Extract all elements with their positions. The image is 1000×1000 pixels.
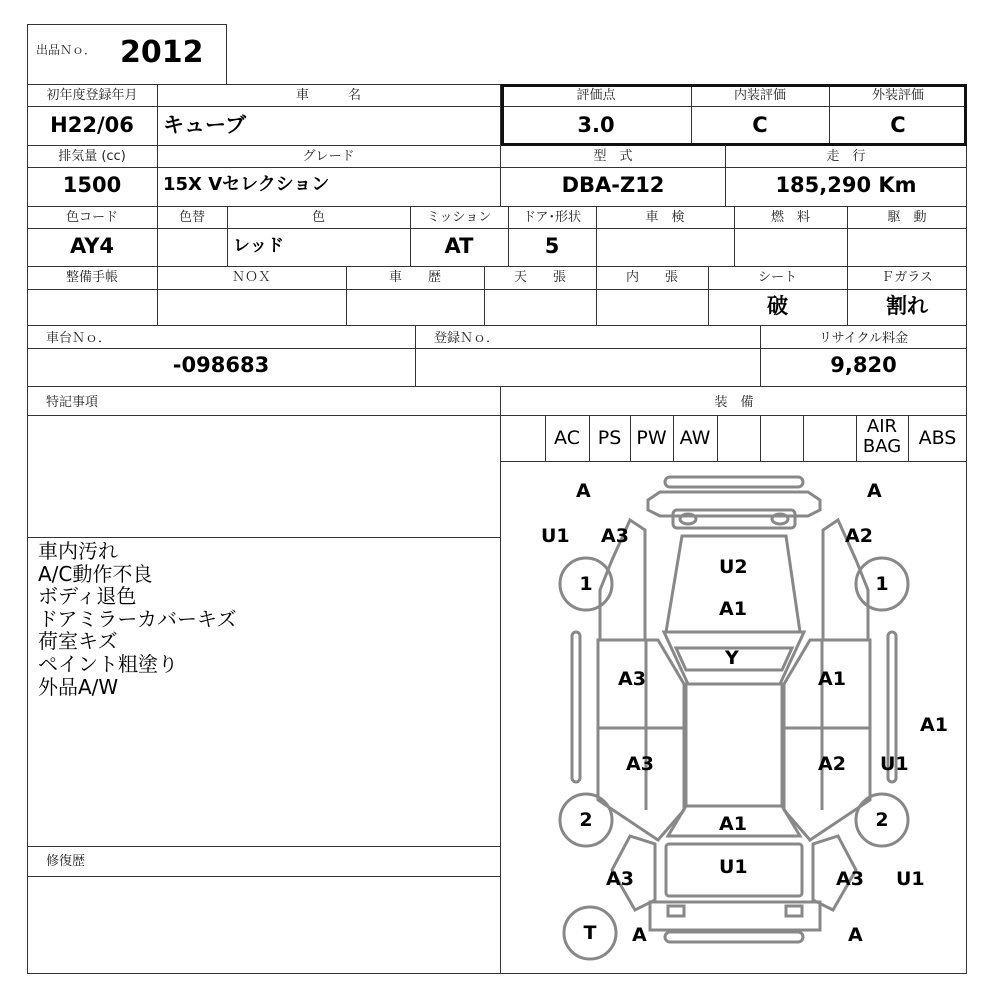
score-value: 3.0 (577, 113, 615, 137)
remark-item: A/C動作不良 (38, 561, 153, 586)
chassis-no-label: 車台Ｎｏ． (46, 331, 112, 346)
damage-mark: U1 (719, 856, 748, 878)
recycle-fee-label: リサイクル料金 (818, 331, 909, 346)
headliner-label: 天 張 (513, 270, 566, 285)
equip-airbag-line1: AIR (866, 416, 898, 437)
damage-mark: A (867, 480, 882, 502)
reg-date-value: H22/06 (50, 113, 134, 137)
damage-mark: U2 (719, 556, 748, 578)
maintenance-book-label: 整備手帳 (65, 270, 118, 285)
score-label: 評価点 (576, 88, 616, 103)
wheel-rear-left: 2 (579, 809, 593, 831)
damage-mark: A2 (845, 525, 873, 547)
equipment-label: 装 備 (714, 395, 754, 410)
wheel-front-left: 1 (579, 573, 593, 595)
damage-mark: U1 (880, 753, 909, 775)
interior-panel-label: 内 張 (625, 270, 678, 285)
mission-value: AT (444, 234, 474, 258)
equip-ac: AC (554, 427, 580, 449)
color-label: 色 (311, 210, 325, 225)
model-label: 型 式 (593, 149, 633, 164)
wheel-spare: T (583, 922, 597, 944)
damage-mark: A (632, 924, 647, 946)
equip-abs: ABS (918, 427, 957, 449)
damage-mark: A (576, 480, 591, 502)
recycle-fee-value: 9,820 (830, 353, 897, 377)
car-name-value: キューブ (163, 113, 246, 137)
model-value: DBA-Z12 (561, 173, 665, 197)
inspection-label: 車 検 (645, 210, 685, 225)
equip-aw: AW (679, 427, 711, 449)
drive-label: 駆 動 (887, 210, 927, 225)
grade-label: グレード (302, 149, 355, 164)
lot-number: 2012 (120, 35, 204, 70)
damage-mark: Y (725, 647, 739, 669)
exterior-grade-value: C (890, 113, 906, 137)
remark-item: 荷室キズ (38, 629, 118, 654)
mission-label: ミッション (426, 210, 492, 225)
remarks-label: 特記事項 (46, 395, 99, 410)
color-code-value: AY4 (69, 234, 115, 258)
damage-mark: A3 (601, 525, 629, 547)
wheel-rear-right: 2 (875, 809, 889, 831)
remark-item: 外品A/W (38, 674, 119, 699)
damage-mark: U1 (896, 868, 925, 890)
damage-mark: A3 (626, 753, 654, 775)
remark-item: ボディ退色 (38, 584, 137, 609)
car-name-label: 車 名 (295, 88, 361, 103)
damage-mark: A (848, 924, 863, 946)
front-glass-label: Ｆガラス (881, 270, 933, 285)
interior-grade-label: 内装評価 (733, 88, 786, 103)
grade-value: 15X Vセレクション (163, 174, 330, 195)
color-code-label: 色コード (65, 210, 118, 225)
remark-item: 車内汚れ (38, 539, 118, 563)
damage-mark: A1 (719, 598, 747, 620)
repair-history-label: 修復歴 (46, 854, 86, 869)
displacement-label: 排気量 (cc) (58, 149, 126, 164)
exterior-grade-label: 外装評価 (871, 88, 924, 103)
door-value: 5 (544, 234, 560, 258)
front-glass-value: 割れ (886, 294, 928, 318)
fuel-label: 燃 料 (770, 210, 810, 225)
seat-label: シート (757, 270, 797, 285)
damage-mark: A1 (818, 668, 846, 690)
mileage-value: 185,290 Km (775, 173, 917, 197)
equip-ps: PS (597, 427, 622, 449)
damage-mark: A3 (836, 868, 864, 890)
mileage-label: 走 行 (826, 149, 866, 164)
damage-mark: A1 (920, 714, 948, 736)
interior-grade-value: C (752, 113, 768, 137)
displacement-value: 1500 (62, 173, 122, 197)
wheel-front-right: 1 (875, 573, 889, 595)
recolor-label: 色替 (178, 210, 205, 225)
remark-item: ドアミラーカバーキズ (38, 606, 237, 631)
damage-mark: A3 (618, 668, 646, 690)
seat-value: 破 (767, 294, 788, 318)
reg-date-label: 初年度登録年月 (46, 88, 138, 103)
door-label: ドア･形状 (522, 210, 582, 225)
damage-mark: U1 (541, 525, 570, 547)
damage-mark: A3 (606, 868, 634, 890)
remark-item: ペイント粗塗り (38, 651, 178, 676)
car-history-label: 車 歴 (388, 270, 441, 285)
equip-airbag-line2: BAG (862, 436, 902, 457)
registration-no-label: 登録Ｎｏ． (434, 331, 500, 346)
nox-label: ＮＯＸ (231, 270, 271, 285)
damage-mark: A2 (818, 753, 846, 775)
chassis-no-value: -098683 (172, 353, 270, 377)
damage-mark: A1 (719, 813, 747, 835)
equip-pw: PW (636, 427, 667, 449)
lot-label: 出品Ｎｏ． (36, 43, 97, 57)
color-value: レッド (233, 236, 284, 256)
